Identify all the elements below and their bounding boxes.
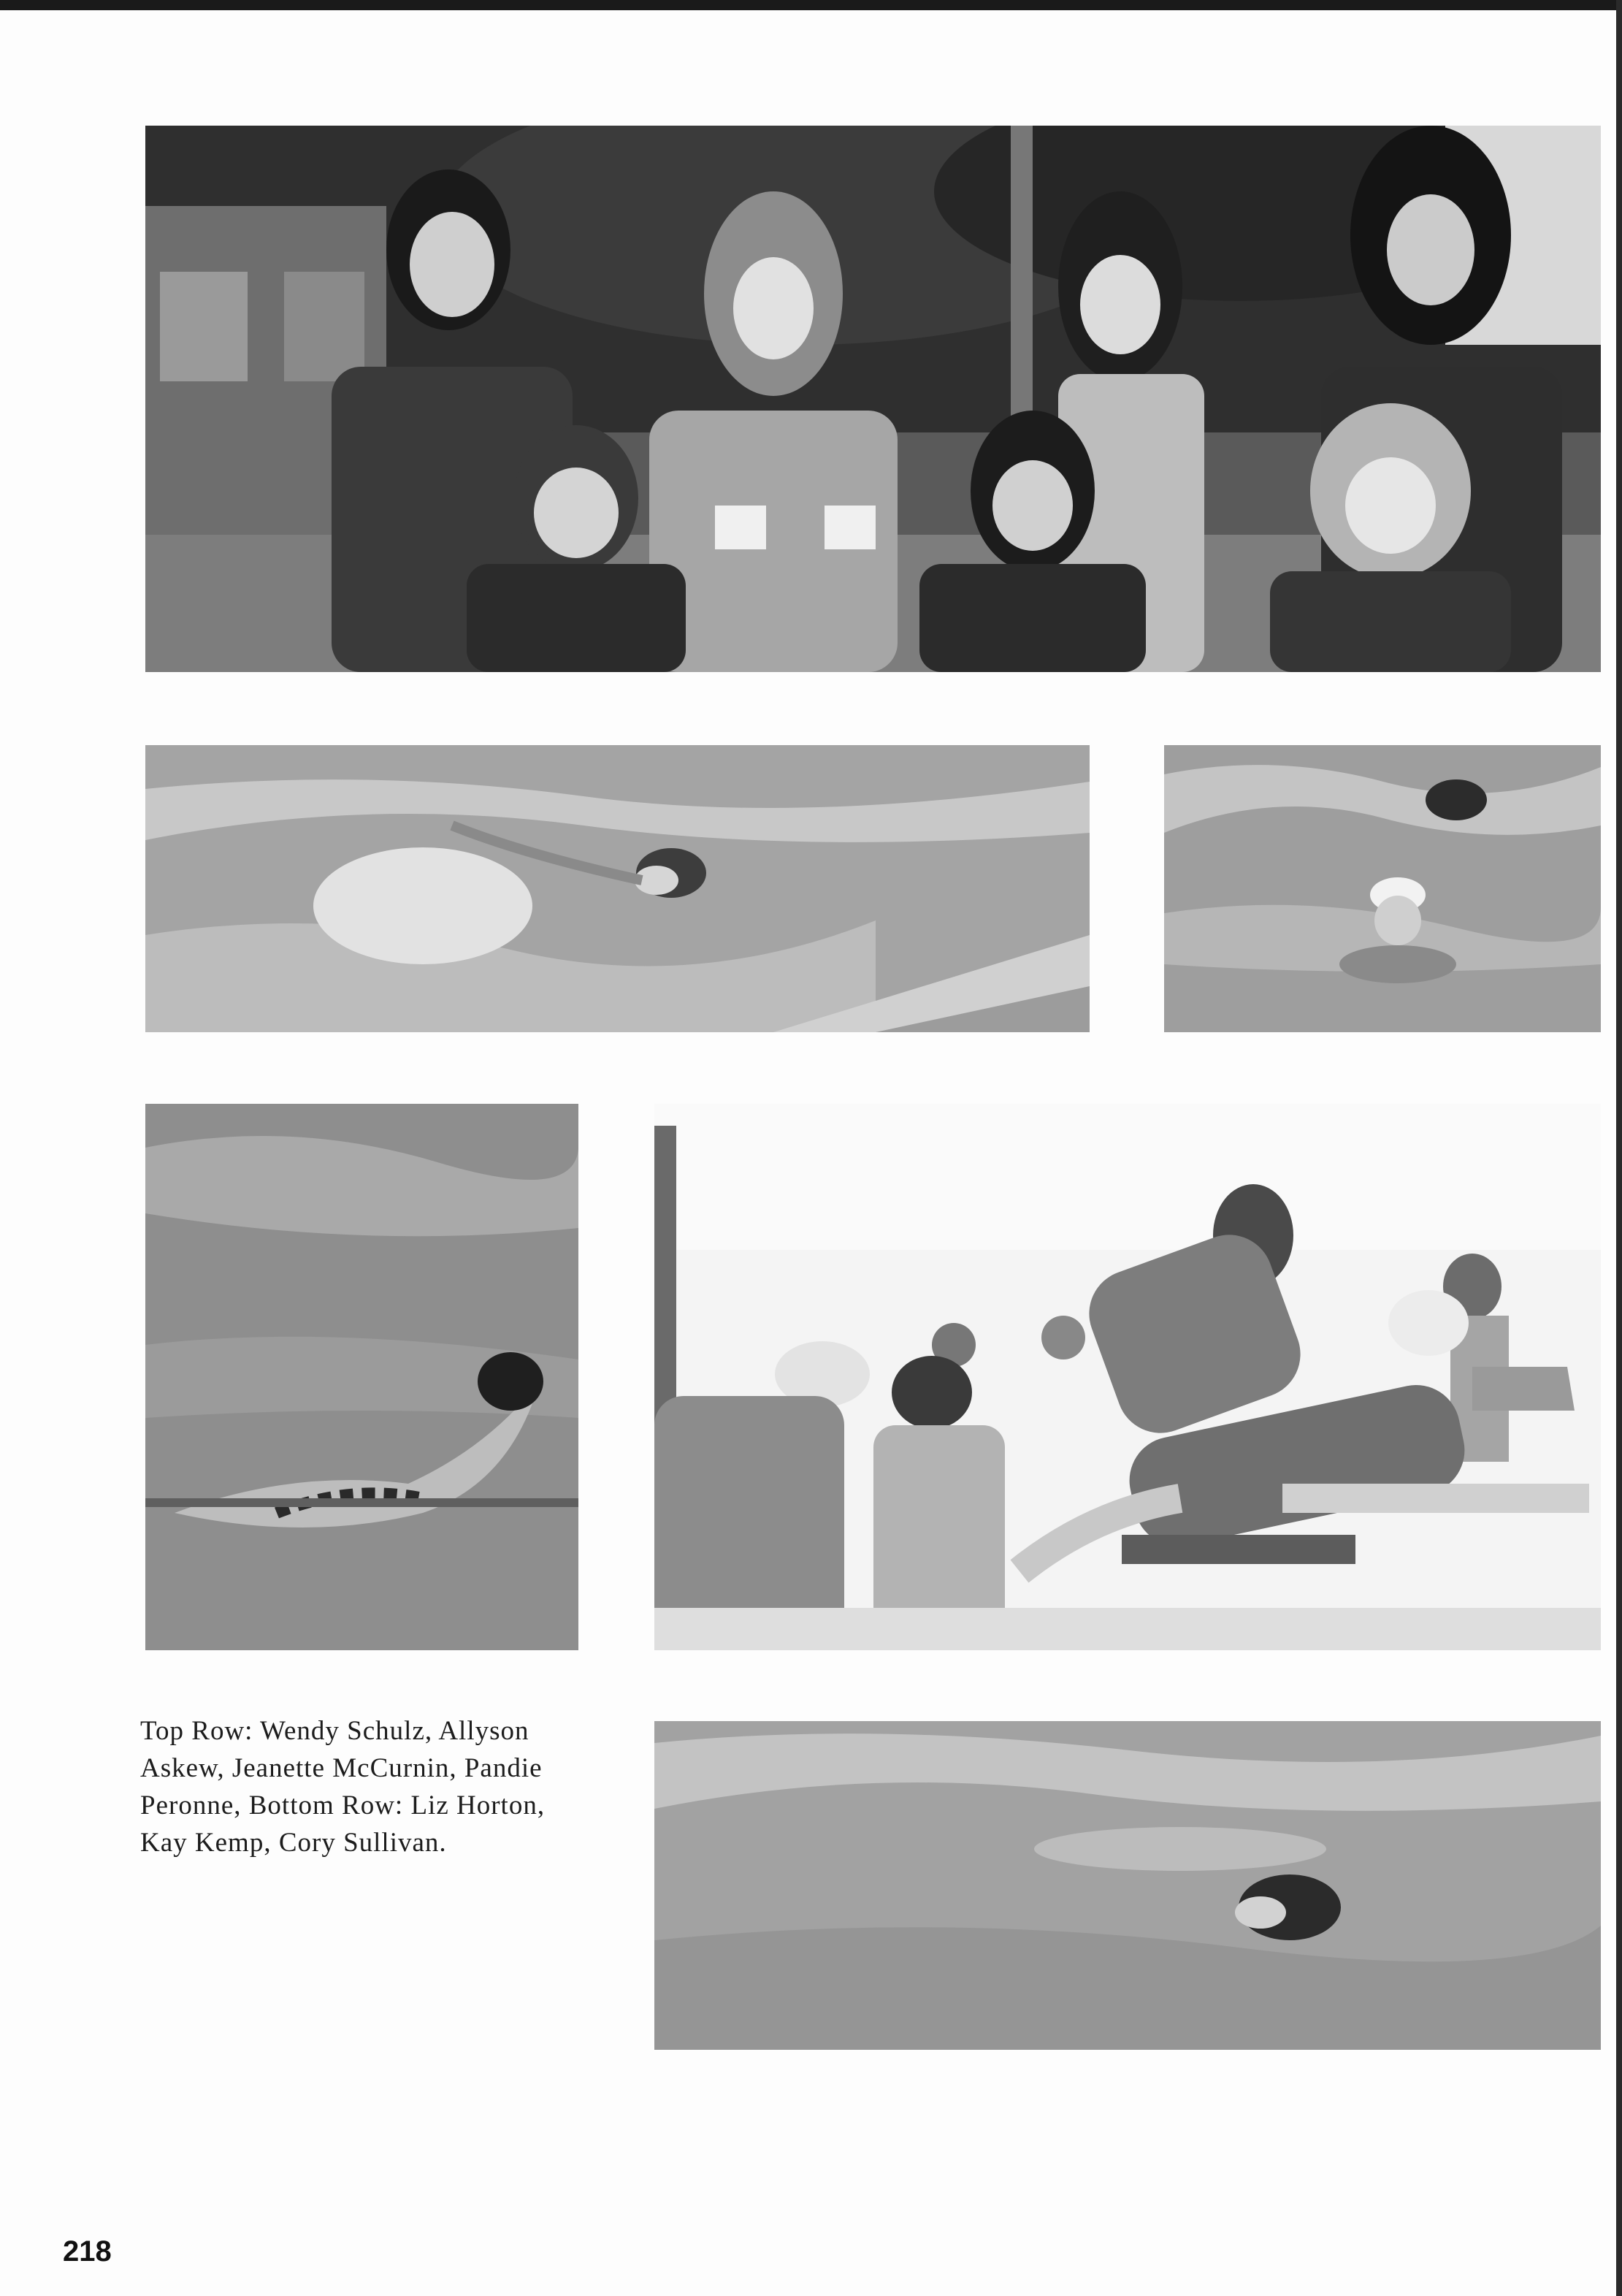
caption-line: Askew, Jeanette McCurnin, Pandie: [140, 1753, 543, 1783]
scan-right-border: [1616, 0, 1622, 2296]
backstroke-swimmer-photo: [145, 745, 1090, 1032]
caption-line: Peronne, Bottom Row: Liz Horton,: [140, 1790, 546, 1820]
caption-line: Top Row: Wendy Schulz, Allyson: [140, 1716, 529, 1746]
scan-top-border: [0, 0, 1622, 10]
underwater-swimmer-photo: [145, 1104, 578, 1650]
freestyle-swimmer-photo: [654, 1721, 1601, 2050]
swim-cap-swimmer-photo: [1164, 745, 1601, 1032]
page-number: 218: [63, 2235, 112, 2268]
caption-line: Kay Kemp, Cory Sullivan.: [140, 1828, 447, 1858]
relay-start-photo: [654, 1104, 1601, 1650]
team-group-photo: [145, 126, 1601, 672]
photo-caption: [140, 1712, 608, 1861]
